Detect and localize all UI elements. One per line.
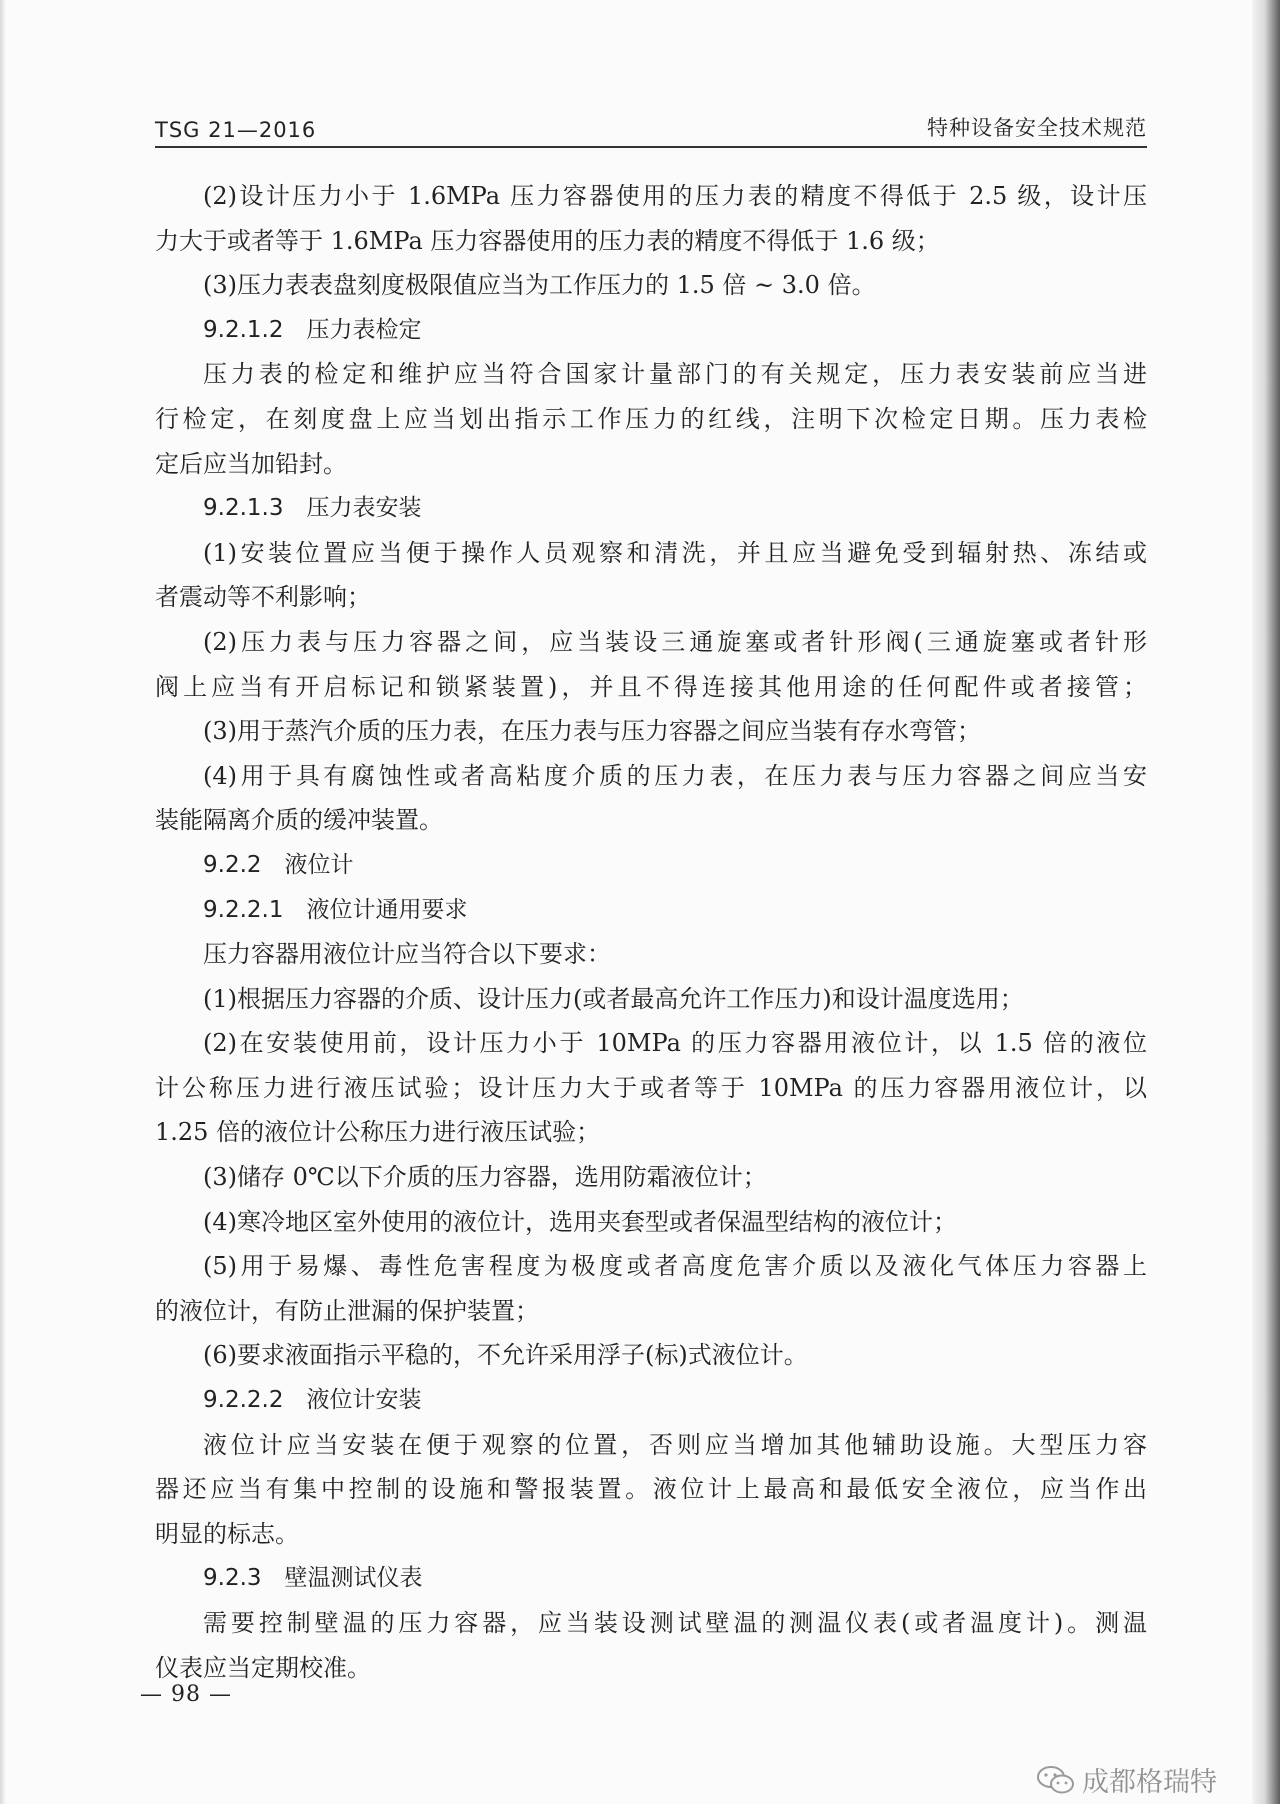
wechat-icon [1036,1765,1076,1795]
scan-edge-left [0,0,6,1804]
standard-code: TSG 21—2016 [155,118,317,142]
text-line: 液位计应当安装在便于观察的位置，否则应当增加其他辅助设施。大型压力容 [203,1430,1147,1459]
text-line: (2)压力表与压力容器之间，应当装设三通旋塞或者针形阀(三通旋塞或者针形 [203,627,1147,656]
text-line: (1)安装位置应当便于操作人员观察和清洗，并且应当避免受到辐射热、冻结或 [203,538,1147,567]
section-heading: 9.2.2 液位计 [203,851,354,878]
page-number: — 98 — [140,1682,232,1707]
section-heading: 9.2.2.2 液位计安装 [203,1387,422,1414]
page-header [155,112,1147,148]
text-line: 定后应当加铅封。 [155,449,347,478]
body-text [155,174,1147,1690]
text-line: (2)设计压力小于 1.6MPa 压力容器使用的压力表的精度不得低于 2.5 级，设计压 [203,182,1147,210]
series-title: 特种设备安全技术规范 [927,116,1147,140]
text-line: (3)压力表表盘刻度极限值应当为工作压力的 1.5 倍 ~ 3.0 倍。 [203,271,876,300]
text-line: 阀上应当有开启标记和锁紧装置)，并且不得连接其他用途的任何配件或者接管； [155,672,1147,701]
text-line: (2)在安装使用前，设计压力小于 10MPa 的压力容器用液位计，以 1.5 倍的液位 [203,1029,1147,1058]
text-line: 压力容器用液位计应当符合以下要求： [203,940,611,969]
watermark-text: 成都格瑞特 [1082,1767,1217,1798]
section-heading: 9.2.3 壁温测试仪表 [203,1565,423,1592]
section-heading: 9.2.1.2 压力表检定 [203,316,422,343]
text-line: 力大于或者等于 1.6MPa 压力容器使用的压力表的精度不得低于 1.6 级； [155,226,940,255]
text-line: 者震动等不利影响； [155,583,371,612]
text-line: 仪表应当定期校准。 [155,1653,371,1682]
text-line: (3)用于蒸汽介质的压力表，在压力表与压力容器之间应当装有存水弯管； [203,717,981,746]
text-line: 1.25 倍的液位计公称压力进行液压试验； [155,1118,601,1147]
text-line: (3)储存 0℃以下介质的压力容器，选用防霜液位计； [203,1163,767,1192]
text-line: 明显的标志。 [155,1519,299,1548]
text-line: 计公称压力进行液压试验；设计压力大于或者等于 10MPa 的压力容器用液位计，以 [155,1073,1147,1102]
text-line: 器还应当有集中控制的设施和警报装置。液位计上最高和最低安全液位，应当作出 [155,1475,1147,1504]
text-line: 的液位计，有防止泄漏的保护装置； [155,1296,539,1325]
scan-edge-right [1252,0,1280,1804]
section-heading: 9.2.1.3 压力表安装 [203,495,422,522]
text-line: 行检定，在刻度盘上应当划出指示工作压力的红线，注明下次检定日期。压力表检 [155,404,1147,433]
text-line: (4)寒冷地区室外使用的液位计，选用夹套型或者保温型结构的液位计； [203,1207,957,1236]
text-line: 需要控制壁温的压力容器，应当装设测试壁温的测温仪表(或者温度计)。测温 [203,1609,1147,1637]
text-line: (5)用于易爆、毒性危害程度为极度或者高度危害介质以及液化气体压力容器上 [203,1252,1147,1281]
section-heading: 9.2.2.1 液位计通用要求 [203,896,468,923]
text-line: (4)用于具有腐蚀性或者高粘度介质的压力表，在压力表与压力容器之间应当安 [203,761,1147,790]
text-line: 装能隔离介质的缓冲装置。 [155,806,443,835]
text-line: (1)根据压力容器的介质、设计压力(或者最高允许工作压力)和设计温度选用； [203,984,1024,1013]
watermark [1036,1760,1217,1799]
text-line: 压力表的检定和维护应当符合国家计量部门的有关规定，压力表安装前应当进 [203,360,1147,389]
text-line: (6)要求液面指示平稳的，不允许采用浮子(标)式液位计。 [203,1341,808,1370]
